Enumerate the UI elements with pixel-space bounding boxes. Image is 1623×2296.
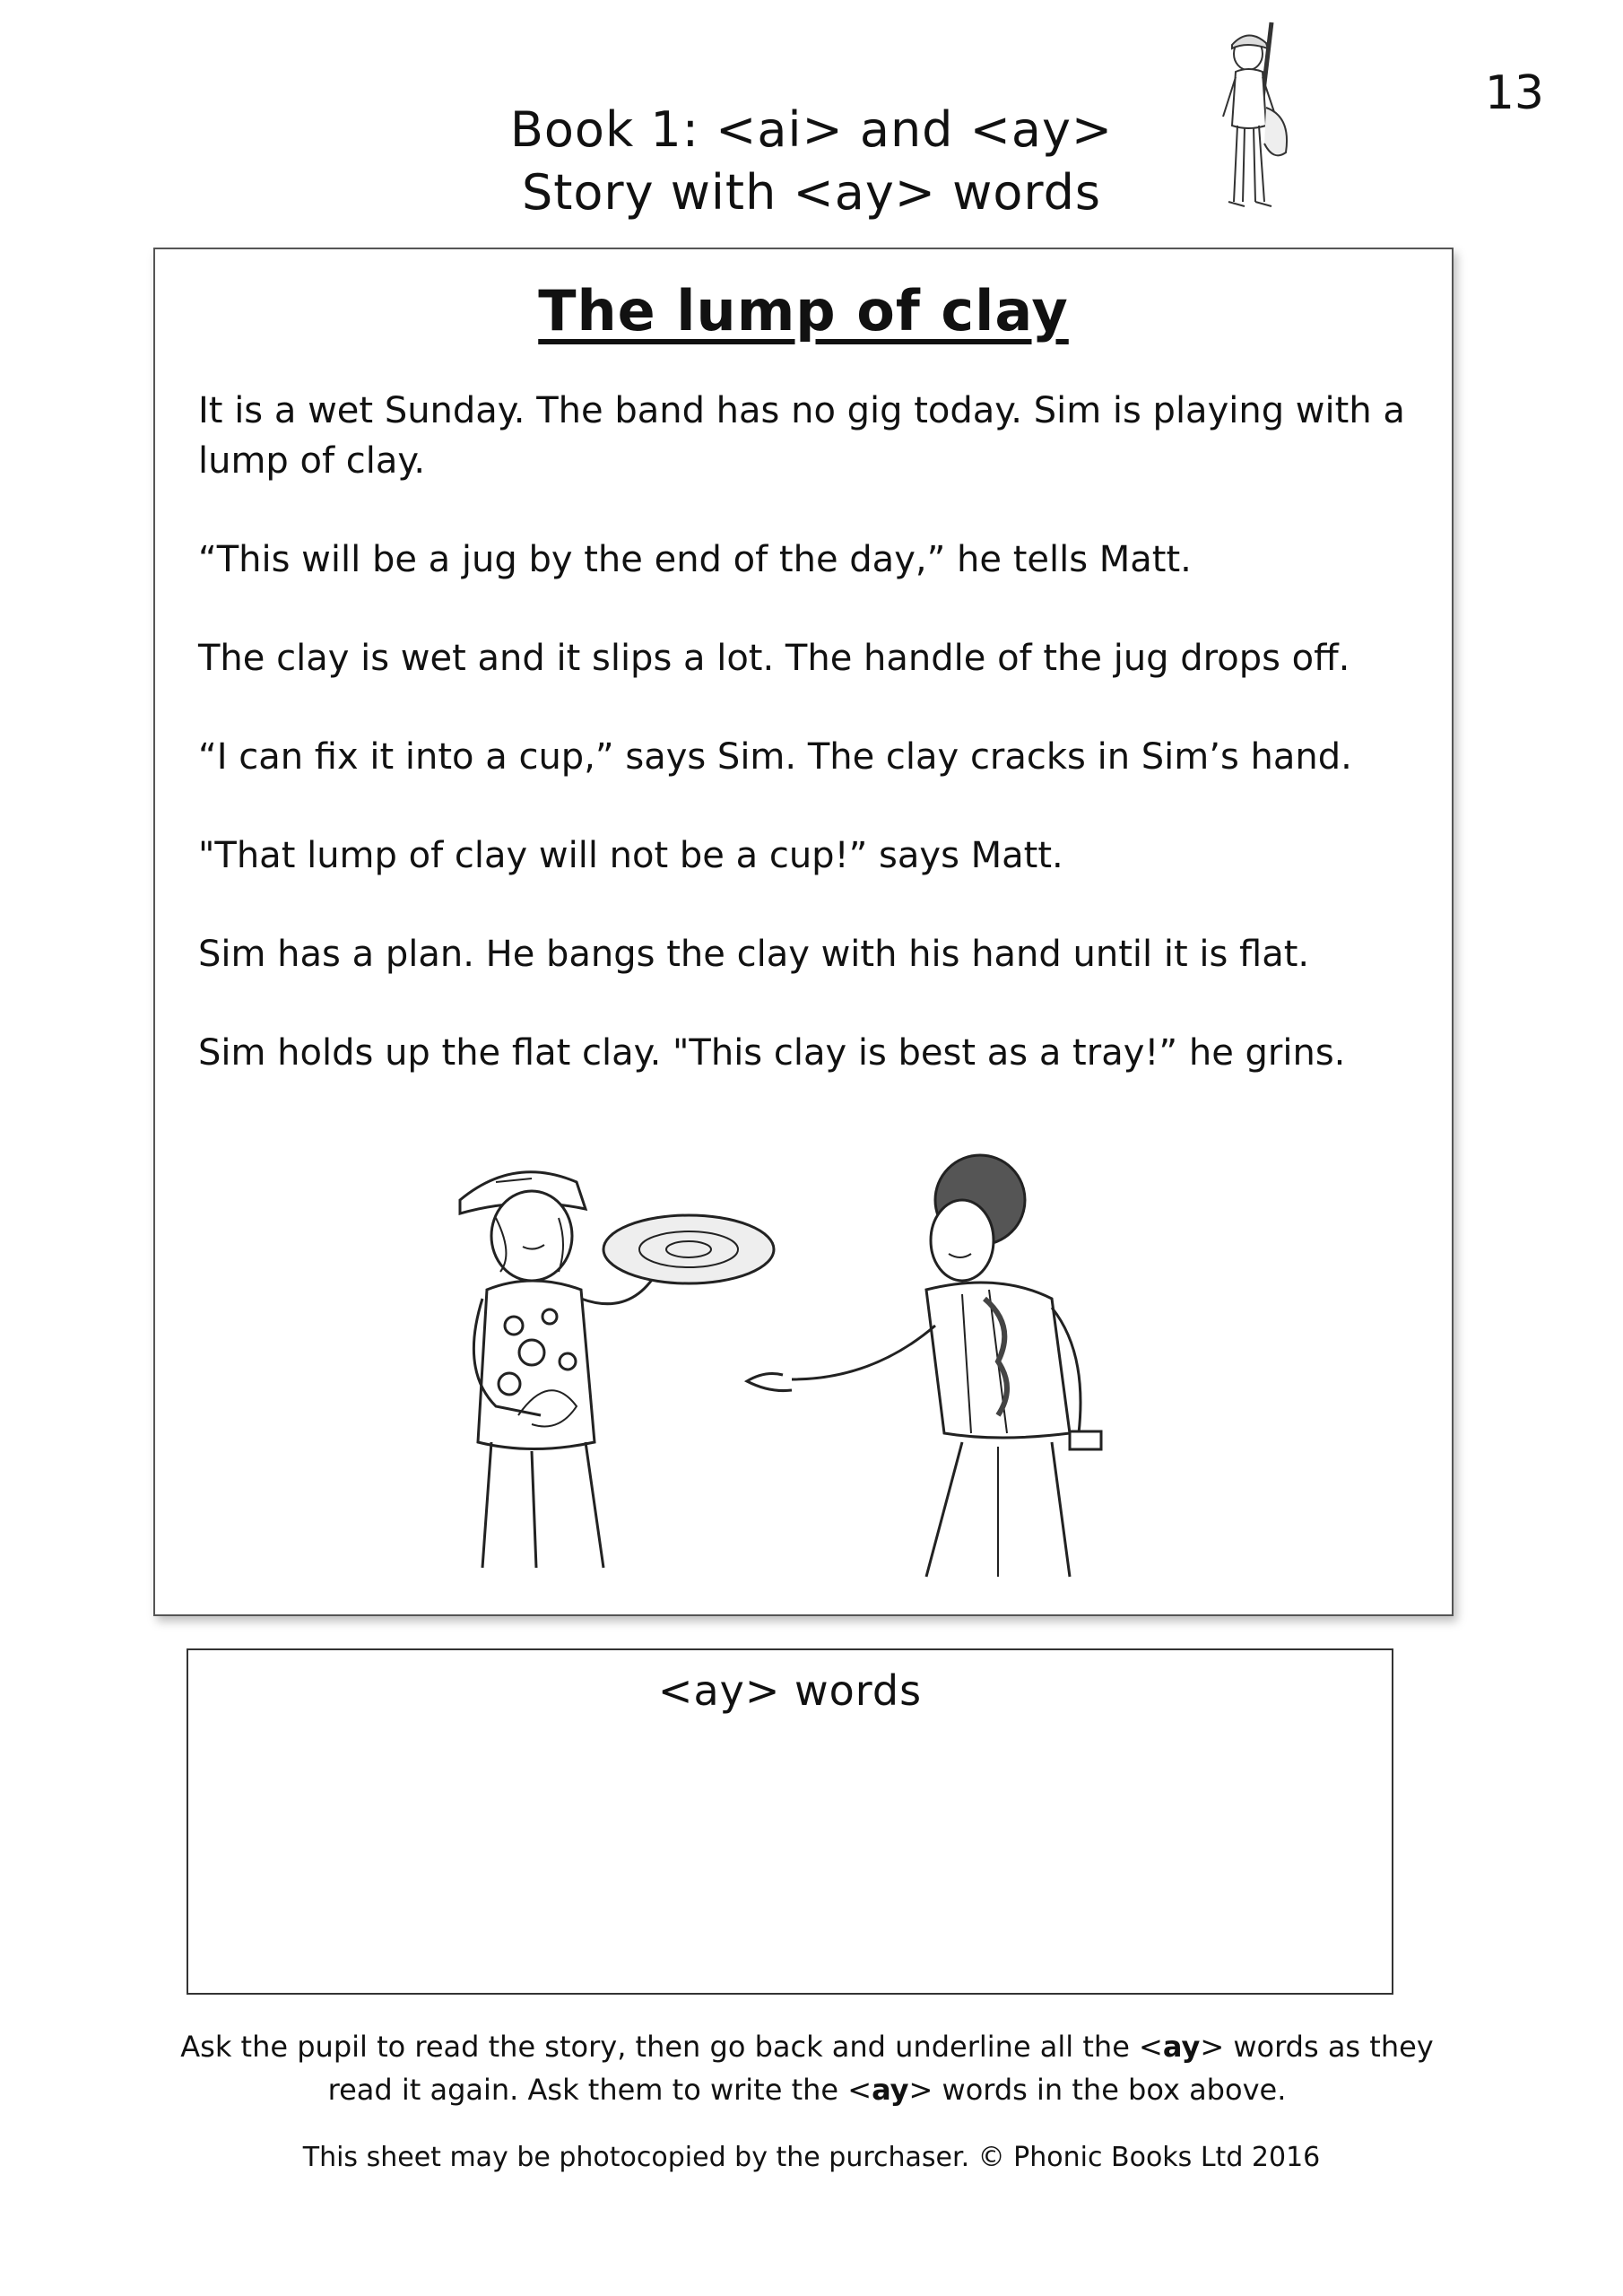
story-paragraph: The clay is wet and it slips a lot. The handle of the jug drops off. bbox=[198, 638, 1350, 679]
worksheet-subtitle: Story with <ay> words bbox=[521, 164, 1102, 221]
instructions-bold-ay: ay bbox=[1162, 2030, 1201, 2064]
answer-box-title: <ay> words bbox=[657, 1666, 923, 1715]
worksheet-header bbox=[0, 99, 1623, 224]
two-boys-with-clay-tray-illustration bbox=[424, 1146, 1303, 1613]
story-paragraph: Sim has a plan. He bangs the clay with his hand until it is flat. bbox=[198, 934, 1310, 975]
book-title: Book 1: <ai> and <ay> bbox=[509, 101, 1114, 158]
story-title: The lump of clay bbox=[538, 278, 1069, 344]
instructions-text: > words in the box above. bbox=[908, 2073, 1287, 2107]
story-paragraph: “I can fix it into a cup,” says Sim. The clay cracks in Sim’s hand. bbox=[198, 736, 1352, 778]
teacher-instructions bbox=[179, 2025, 1435, 2111]
instructions-text: > words as they read it again. Ask them to write the < bbox=[327, 2030, 1434, 2107]
story-paragraph: "That lump of clay will not be a cup!” says Matt. bbox=[198, 835, 1063, 876]
story-paragraph: It is a wet Sunday. The band has no gig today. Sim is playing with a lump of clay. bbox=[198, 390, 1405, 482]
story-box bbox=[153, 248, 1454, 1616]
copyright-notice: This sheet may be photocopied by the purchaser. © Phonic Books Ltd 2016 bbox=[302, 2142, 1321, 2173]
page-number: 13 bbox=[1484, 66, 1544, 120]
story-text bbox=[198, 386, 1418, 1126]
instructions-bold-ay: ay bbox=[872, 2073, 909, 2107]
story-paragraph: Sim holds up the flat clay. "This clay is best as a tray!” he grins. bbox=[198, 1032, 1346, 1074]
instructions-text: Ask the pupil to read the story, then go back and underline all the < bbox=[180, 2030, 1163, 2064]
story-paragraph: “This will be a jug by the end of the day,” he tells Matt. bbox=[198, 539, 1192, 580]
answer-box[interactable] bbox=[187, 1648, 1393, 1995]
